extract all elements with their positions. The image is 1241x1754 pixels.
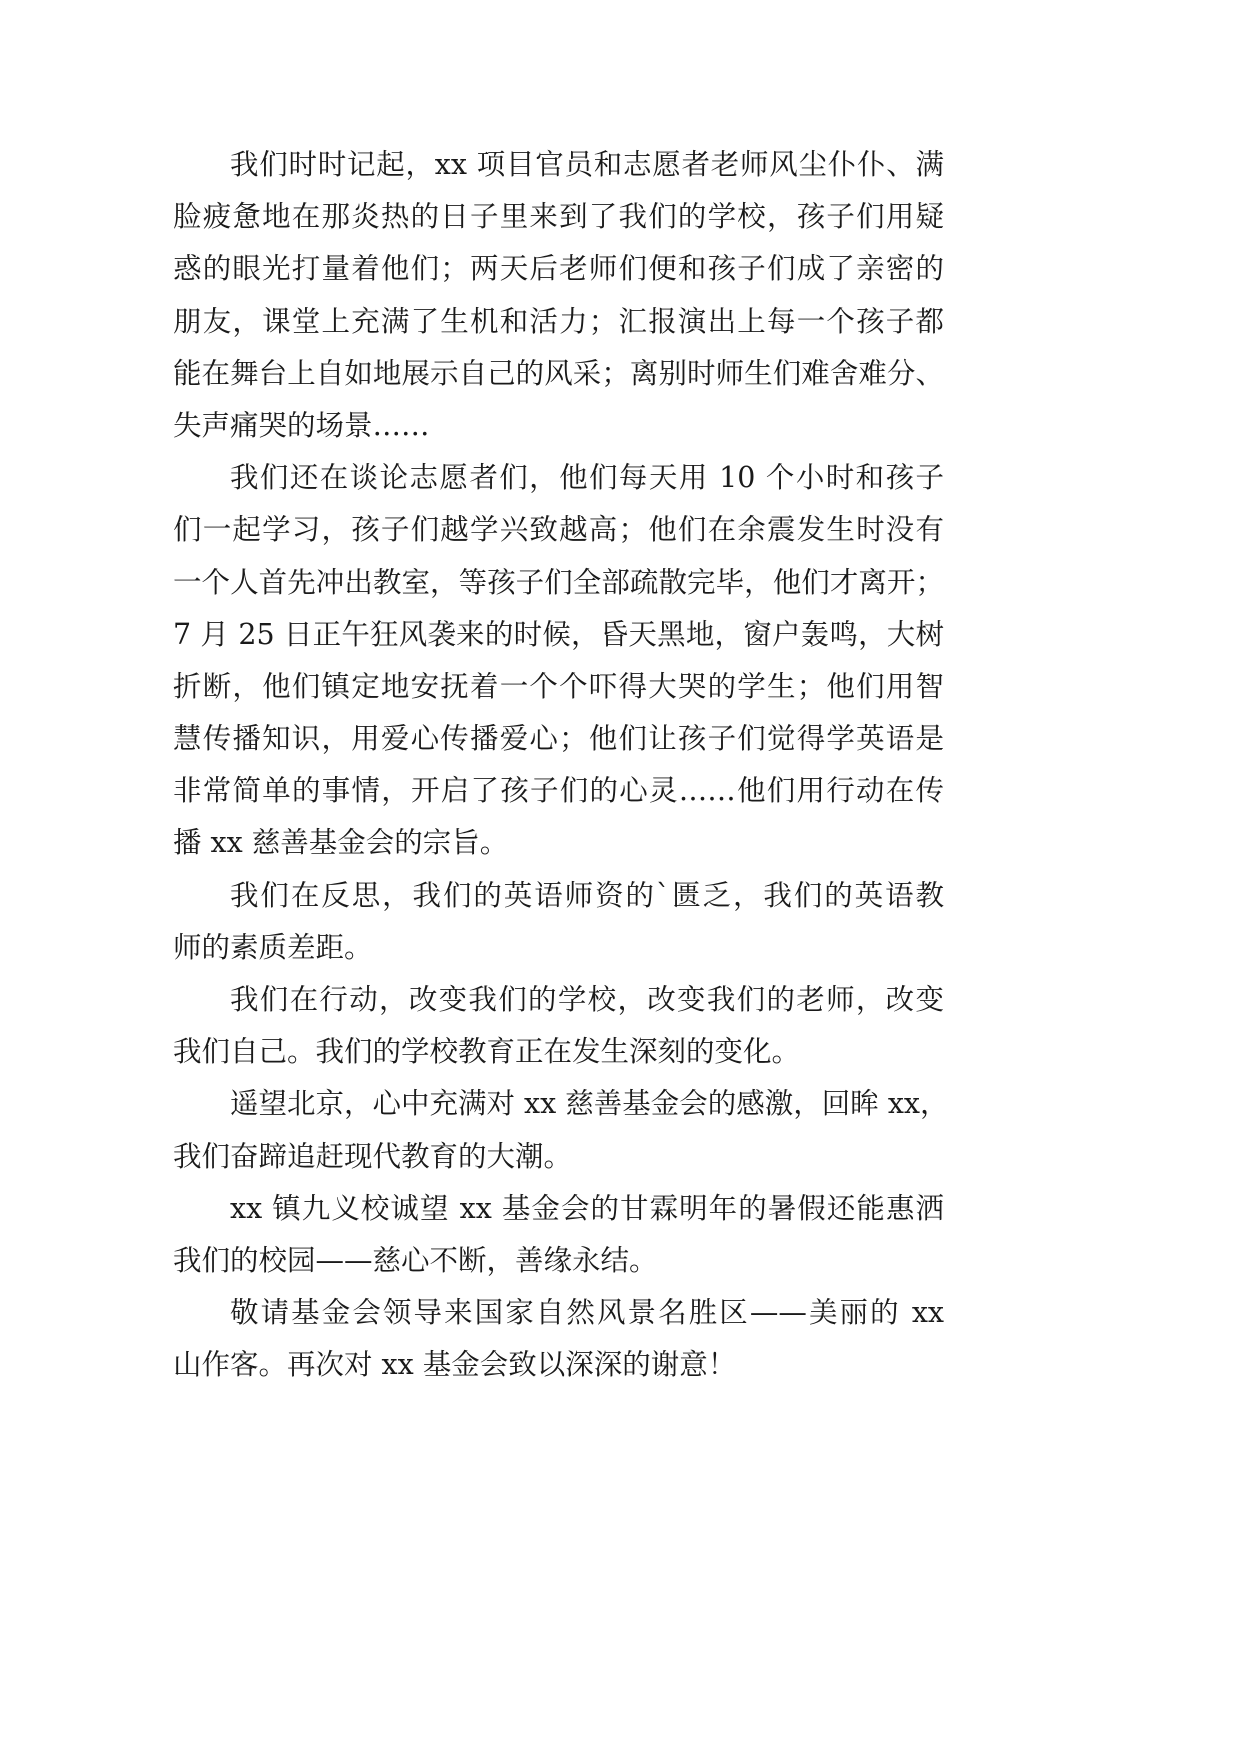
text-line: 我们奋蹄追赶现代教育的大潮。	[173, 1139, 573, 1173]
text-line: 脸疲惫地在那炎热的日子里来到了我们的学校，孩子们用疑	[173, 200, 944, 234]
text-line: xx 镇九义校诚望 xx 基金会的甘霖明年的暑假还能惠洒	[230, 1191, 944, 1225]
document-body	[173, 139, 949, 1392]
text-line: 能在舞台上自如地展示自己的风采；离别时师生们难舍难分、	[173, 356, 944, 390]
text-line: 播 xx 慈善基金会的宗旨。	[173, 826, 509, 860]
text-line: 们一起学习，孩子们越学兴致越高；他们在余震发生时没有	[173, 513, 944, 547]
text-line: 折断，他们镇定地安抚着一个个吓得大哭的学生；他们用智	[173, 669, 944, 703]
text-line: 遥望北京，心中充满对 xx 慈善基金会的感激，回眸 xx，	[230, 1087, 949, 1121]
paragraph-4	[173, 974, 944, 1078]
text-line: 我们的校园——慈心不断，善缘永结。	[173, 1243, 658, 1277]
text-line: 朋友，课堂上充满了生机和活力；汇报演出上每一个孩子都	[173, 304, 944, 338]
text-line: 我们还在谈论志愿者们，他们每天用 10 个小时和孩子	[230, 461, 944, 495]
text-line: 我们在行动，改变我们的学校，改变我们的老师，改变	[230, 983, 944, 1016]
text-line: 师的素质差距。	[173, 930, 373, 964]
text-line: 敬请基金会领导来国家自然风景名胜区——美丽的 xx	[230, 1296, 944, 1330]
text-line: 7 月 25 日正午狂风袭来的时候，昏天黑地，窗户轰鸣，大树	[173, 617, 944, 651]
paragraph-1	[173, 139, 944, 452]
text-line: 山作客。再次对 xx 基金会致以深深的谢意！	[173, 1348, 737, 1382]
text-line: 我们自己。我们的学校教育正在发生深刻的变化。	[173, 1035, 801, 1069]
paragraph-5	[173, 1078, 949, 1182]
paragraph-2	[173, 452, 944, 870]
text-line: 非常简单的事情，开启了孩子们的心灵……他们用行动在传	[173, 774, 944, 808]
text-line: 惑的眼光打量着他们；两天后老师们便和孩子们成了亲密的	[173, 252, 944, 286]
text-line: 失声痛哭的场景……	[173, 408, 430, 442]
paragraph-6	[173, 1183, 944, 1287]
paragraph-7	[173, 1287, 944, 1391]
paragraph-3	[173, 870, 944, 974]
text-line: 慧传播知识，用爱心传播爱心；他们让孩子们觉得学英语是	[173, 722, 944, 756]
text-line: 一个人首先冲出教室，等孩子们全部疏散完毕，他们才离开；	[173, 565, 944, 599]
text-line: 我们时时记起，xx 项目官员和志愿者老师风尘仆仆、满	[230, 148, 944, 181]
text-line: 我们在反思，我们的英语师资的`匮乏，我们的英语教	[230, 878, 944, 912]
